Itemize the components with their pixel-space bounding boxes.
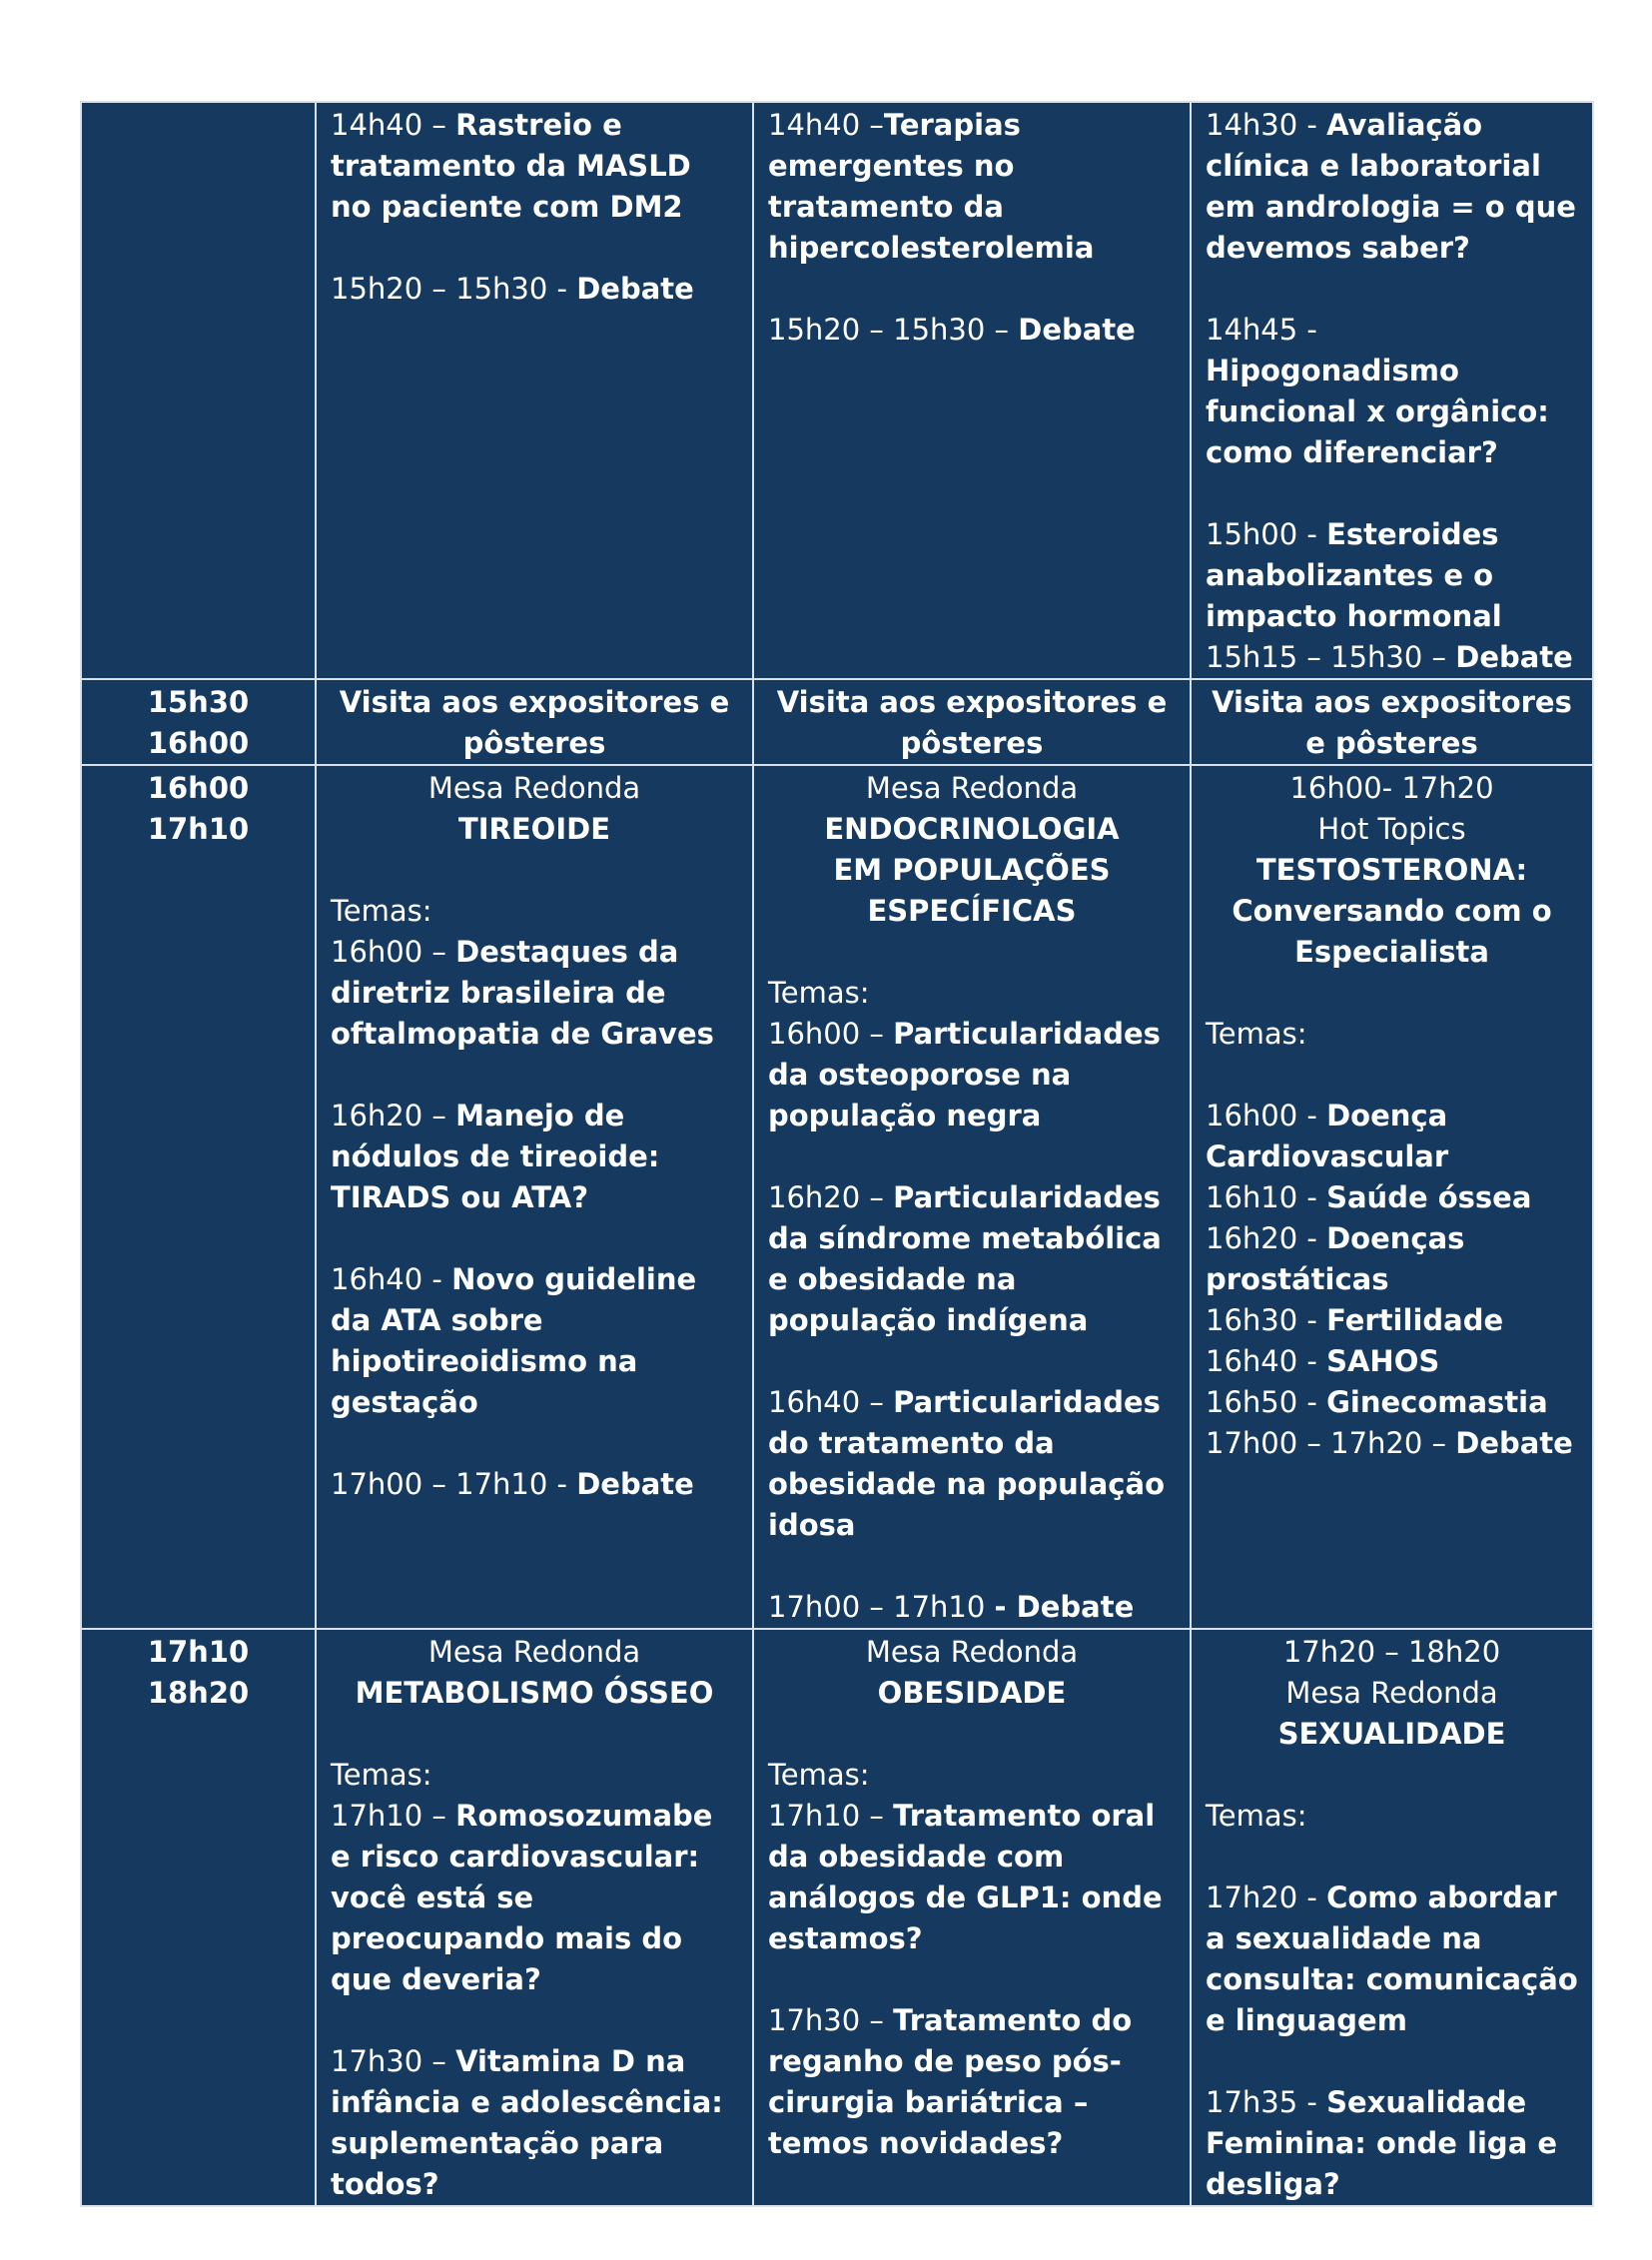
talk-time: 17h00 – 17h10 [768,1590,995,1624]
session-cell [316,102,753,679]
end-time: 17h10 [147,812,250,846]
time-cell [81,1629,316,2206]
talk-time: 17h10 – [768,1799,894,1833]
talk-title: Debate [1455,1426,1573,1460]
talk-title: Terapias emergentes no tratamento da hipercolesterolemia [768,108,1095,265]
session-type: Mesa Redonda [427,1635,641,1669]
debate [1206,637,1578,678]
talk-time: 15h00 - [1206,517,1327,551]
talk-time: 14h40 – [768,108,884,142]
session-type: Hot Topics [1317,812,1466,846]
session-title: EM POPULAÇÕES [833,853,1111,887]
talk-time: 17h10 – [331,1799,456,1833]
talk-title: Como abordar a sexualidade na consulta: comunicação e linguagem [1206,1881,1578,2037]
time-cell [81,765,316,1629]
temas-label: Temas: [331,1758,432,1792]
session-cell [1191,102,1593,679]
temas-label: Temas: [768,976,870,1010]
start-time: 16h00 [147,771,250,805]
session-cell [753,765,1191,1629]
debate [331,269,738,310]
talk-time: 16h30 - [1206,1303,1327,1337]
talk [1206,105,1578,269]
session-title: ESPECÍFICAS [867,894,1077,928]
talk-title: Hipogonadismo funcional x orgânico: como diferenciar? [1206,354,1549,469]
talk-title: Doenças prostáticas [1206,1221,1465,1296]
talk-title: Avaliação clínica e laboratorial em andrologia = o que devemos saber? [1206,108,1576,265]
talk-time: 15h20 – 15h30 - [331,272,577,306]
temas-label: Temas: [1206,1799,1307,1833]
temas-label: Temas: [331,894,432,928]
time-cell [81,679,316,765]
talk [1206,1300,1578,1341]
talk-time: 16h20 – [331,1099,456,1132]
talk-time: 16h40 - [1206,1344,1327,1378]
talk-time: 16h40 – [768,1385,894,1419]
talk-title: Rastreio e tratamento da MASLD no paciente com DM2 [331,108,691,224]
session-title: OBESIDADE [877,1676,1067,1710]
talk-title: Debate [576,272,694,306]
talk-title: Debate [576,1467,694,1501]
session-cell [316,1629,753,2206]
talk-time: 17h35 - [1206,2085,1327,2119]
talk [768,1014,1176,1136]
talk-title: Debate [1455,640,1573,674]
talk [331,932,738,1055]
schedule-row [81,1629,1593,2206]
talk-title: Ginecomastia [1326,1385,1548,1419]
talk [768,1177,1176,1341]
talk [768,2000,1176,2164]
talk [1206,1096,1578,1177]
start-time: 15h30 [147,685,250,719]
session-title: METABOLISMO ÓSSEO [355,1676,714,1710]
talk-title: Tratamento oral da obesidade com análogos de GLP1: onde estamos? [768,1799,1163,1955]
break-cell [1191,679,1593,765]
talk-time: 16h20 – [768,1180,894,1214]
session-subtitle: Conversando com o Especialista [1232,894,1552,969]
talk-time: 16h50 - [1206,1385,1327,1419]
talk [1206,1177,1578,1218]
talk-title: Particularidades do tratamento da obesidade na população idosa [768,1385,1165,1542]
talk-time: 14h45 - [1206,313,1317,347]
talk-time: 16h20 - [1206,1221,1327,1255]
talk-time: 15h15 – 15h30 – [1206,640,1456,674]
session-title: TESTOSTERONA: [1255,853,1528,887]
talk-time: 17h20 - [1206,1881,1327,1914]
talk-title: Sexualidade Feminina: onde liga e desliga? [1206,2085,1558,2201]
session-time-range: 17h20 – 18h20 [1282,1635,1501,1669]
session-cell [753,1629,1191,2206]
session-type: Mesa Redonda [427,771,641,805]
talk [768,1796,1176,1959]
session-type: Mesa Redonda [1285,1676,1498,1710]
start-time: 17h10 [147,1635,250,1669]
talk-title: Fertilidade [1326,1303,1504,1337]
temas-label: Temas: [768,1758,870,1792]
talk-time: 16h00 – [768,1017,894,1051]
talk [1206,514,1578,637]
talk-time: 17h00 – 17h10 - [331,1467,577,1501]
talk-title: Doença Cardiovascular [1206,1099,1449,1173]
talk [1206,2082,1578,2205]
talk [1206,1341,1578,1382]
schedule-row [81,679,1593,765]
talk [1206,1382,1578,1423]
talk-title: SAHOS [1326,1344,1440,1378]
talk [331,1259,738,1423]
break-label: Visita aos expositores e pôsteres [1212,685,1572,760]
talk [331,2041,738,2205]
debate [331,1464,738,1505]
session-cell [316,765,753,1629]
talk [331,105,738,228]
talk [331,1096,738,1218]
schedule-row [81,102,1593,679]
session-cell [1191,1629,1593,2206]
session-title: ENDOCRINOLOGIA [824,812,1120,846]
break-cell [753,679,1191,765]
session-time-range: 16h00- 17h20 [1289,771,1494,805]
talk-title: Saúde óssea [1326,1180,1532,1214]
talk-time: 16h00 – [331,935,456,969]
talk-time: 17h00 – 17h20 – [1206,1426,1456,1460]
temas-label: Temas: [1206,1017,1307,1051]
session-type: Mesa Redonda [865,771,1079,805]
break-cell [316,679,753,765]
talk-title: Destaques da diretriz brasileira de oftalmopatia de Graves [331,935,714,1051]
talk-time: 14h30 - [1206,108,1327,142]
talk-title: Particularidades da síndrome metabólica e obesidade na população indígena [768,1180,1162,1337]
talk-title: Particularidades da osteoporose na população negra [768,1017,1161,1132]
session-title: TIREOIDE [457,812,611,846]
talk-title: Romosozumabe e risco cardiovascular: você está se preocupando mais do que deveria? [331,1799,713,1996]
end-time: 18h20 [147,1676,250,1710]
talk-title: Tratamento do reganho de peso pós-cirurgia bariátrica – temos novidades? [768,2003,1133,2160]
talk [768,105,1176,269]
talk-time: 17h30 – [331,2044,456,2078]
debate [768,1587,1176,1628]
talk-title: Debate [1018,313,1136,347]
debate [768,310,1176,351]
talk-title: - Debate [994,1590,1135,1624]
talk-title: Manejo de nódulos de tireoide: TIRADS ou ATA? [331,1099,660,1214]
debate [1206,1423,1578,1464]
talk [1206,1878,1578,2041]
session-title: SEXUALIDADE [1277,1717,1506,1751]
talk-time: 14h40 – [331,108,456,142]
talk [1206,1218,1578,1300]
talk [1206,310,1578,473]
schedule-table [80,101,1594,2207]
break-label: Visita aos expositores e pôsteres [339,685,730,760]
talk-title: Vitamina D na infância e adolescência: suplementação para todos? [331,2044,723,2201]
talk-title: Esteroides anabolizantes e o impacto hormonal [1206,517,1502,633]
session-type: Mesa Redonda [865,1635,1079,1669]
talk-time: 15h20 – 15h30 – [768,313,1019,347]
time-cell [81,102,316,679]
session-cell [1191,765,1593,1629]
talk [331,1796,738,2000]
talk-time: 16h10 - [1206,1180,1327,1214]
talk-time: 17h30 – [768,2003,894,2037]
break-label: Visita aos expositores e pôsteres [776,685,1168,760]
talk-time: 16h00 - [1206,1099,1327,1132]
schedule-row [81,765,1593,1629]
talk [768,1382,1176,1546]
session-cell [753,102,1191,679]
end-time: 16h00 [147,726,250,760]
talk-title: Novo guideline da ATA sobre hipotireoidismo na gestação [331,1262,697,1419]
talk-time: 16h40 - [331,1262,452,1296]
